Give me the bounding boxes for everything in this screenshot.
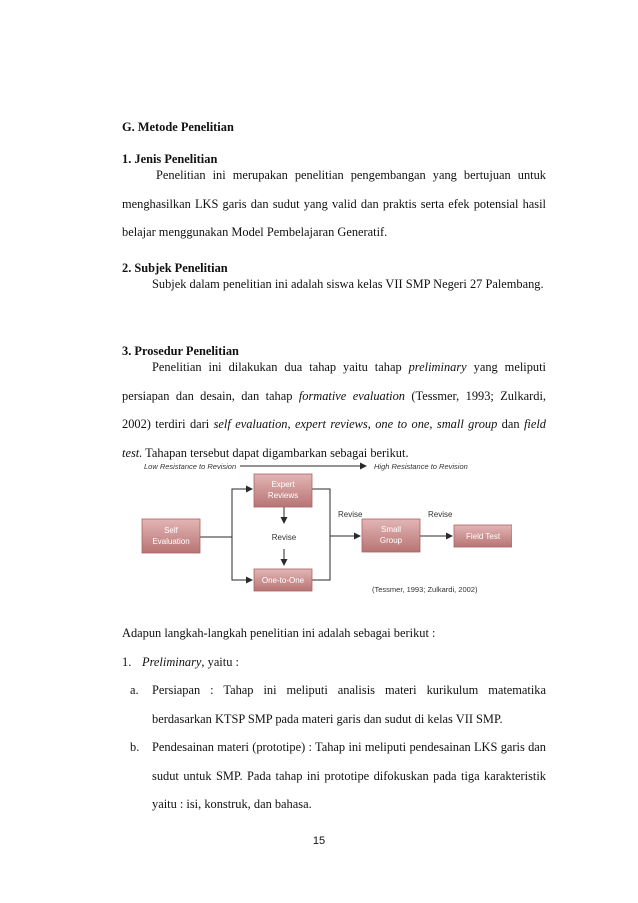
arrow-self-to-one — [232, 537, 252, 580]
self-eval-line2: Evaluation — [152, 537, 190, 546]
self-eval-line1: Self — [164, 526, 178, 535]
list-item — [130, 733, 546, 819]
revise-left-label: Revise — [338, 510, 363, 519]
item-letter: a. — [130, 683, 139, 697]
expert-line2: Reviews — [267, 491, 299, 500]
item-text: Persiapan : Tahap ini meliputi analisis materi kurikulum matematika berdasarkan KTSP SMP pada materi garis dan sudut di kelas VII SMP. — [152, 683, 546, 726]
text-run: , yaitu : — [201, 654, 239, 669]
paragraph-prosedur-penelitian — [122, 353, 546, 467]
paragraph-text — [122, 353, 546, 467]
text-run: (Tessmer, 1993; Zulkardi, 2002) terdiri dari — [122, 388, 547, 431]
paragraph-subjek-penelitian — [122, 270, 546, 299]
heading-prosedur-penelitian: 3. Prosedur Penelitian — [122, 344, 239, 358]
formative-evaluation-diagram — [140, 459, 512, 609]
item-text — [142, 648, 239, 677]
list-item — [122, 648, 546, 677]
text-italic: formative evaluation — [298, 388, 405, 403]
section-title: G. Metode Penelitian — [122, 120, 234, 134]
field-test-label: Field Test — [465, 532, 501, 541]
small-group-line1: Small — [380, 525, 402, 534]
text-italic: field test. — [122, 417, 546, 460]
text-italic: preliminary — [408, 360, 467, 374]
text-italic: Preliminary — [142, 654, 202, 669]
paragraph-text: Penelitian ini merupakan penelitian pengembangan yang bertujuan untuk menghasilkan LKS garis dan sudut yang valid dan praktis serta efek potensial hasil belajar menggunakan Model Pembelajaran Generatif. — [122, 168, 546, 239]
text-run: yang meliputi persiapan dan desain, dan tahap — [122, 360, 546, 403]
bracket-expert-one — [312, 489, 330, 580]
text-run: Tahapan tersebut dapat digambarkan sebagai berikut. — [142, 445, 409, 460]
revise-middle-label: Revise — [271, 533, 297, 542]
heading-jenis-penelitian: 1. Jenis Penelitian — [122, 152, 218, 166]
expert-line1: Expert — [271, 480, 295, 489]
paragraph-jenis-penelitian — [122, 161, 546, 247]
item-number: 1. — [122, 654, 132, 669]
text-italic: small group — [436, 417, 498, 431]
page-number: 15 — [312, 835, 326, 847]
paragraph-text: Subjek dalam penelitian ini adalah siswa kelas VII SMP Negeri 27 Palembang. — [152, 277, 544, 291]
text-italic: expert reviews — [295, 417, 368, 431]
low-resistance-label: Low Resistance to Revision — [144, 462, 237, 471]
text-run: , — [287, 417, 295, 431]
text-italic: self evaluation — [213, 417, 288, 431]
text-italic: one to one — [375, 417, 430, 431]
steps-list — [122, 619, 546, 819]
text-run: , — [367, 417, 376, 431]
text-run: dan — [497, 417, 524, 431]
high-resistance-label: High Resistance to Revision — [374, 462, 468, 471]
revise-right-label: Revise — [428, 510, 453, 519]
item-text: Pendesainan materi (prototipe) : Tahap ini meliputi pendesainan LKS garis dan sudut untuk SMP. Pada tahap ini prototipe difokuskan pada tiga karakteristik yaitu : isi, konstruk, dan bahasa. — [152, 740, 546, 811]
steps-intro: Adapun langkah-langkah penelitian ini adalah sebagai berikut : — [122, 626, 436, 640]
small-group-line2: Group — [379, 536, 403, 545]
one-to-one-label: One-to-One — [261, 576, 305, 585]
diagram-citation: (Tessmer, 1993; Zulkardi, 2002) — [372, 585, 478, 594]
text-run: Penelitian ini dilakukan dua tahap yaitu tahap — [152, 360, 409, 374]
text-run: , — [429, 417, 437, 431]
arrow-self-to-expert — [200, 489, 252, 537]
list-item — [130, 676, 546, 733]
item-letter: b. — [130, 740, 140, 754]
heading-subjek-penelitian: 2. Subjek Penelitian — [122, 261, 228, 275]
box-self-evaluation — [142, 519, 200, 553]
